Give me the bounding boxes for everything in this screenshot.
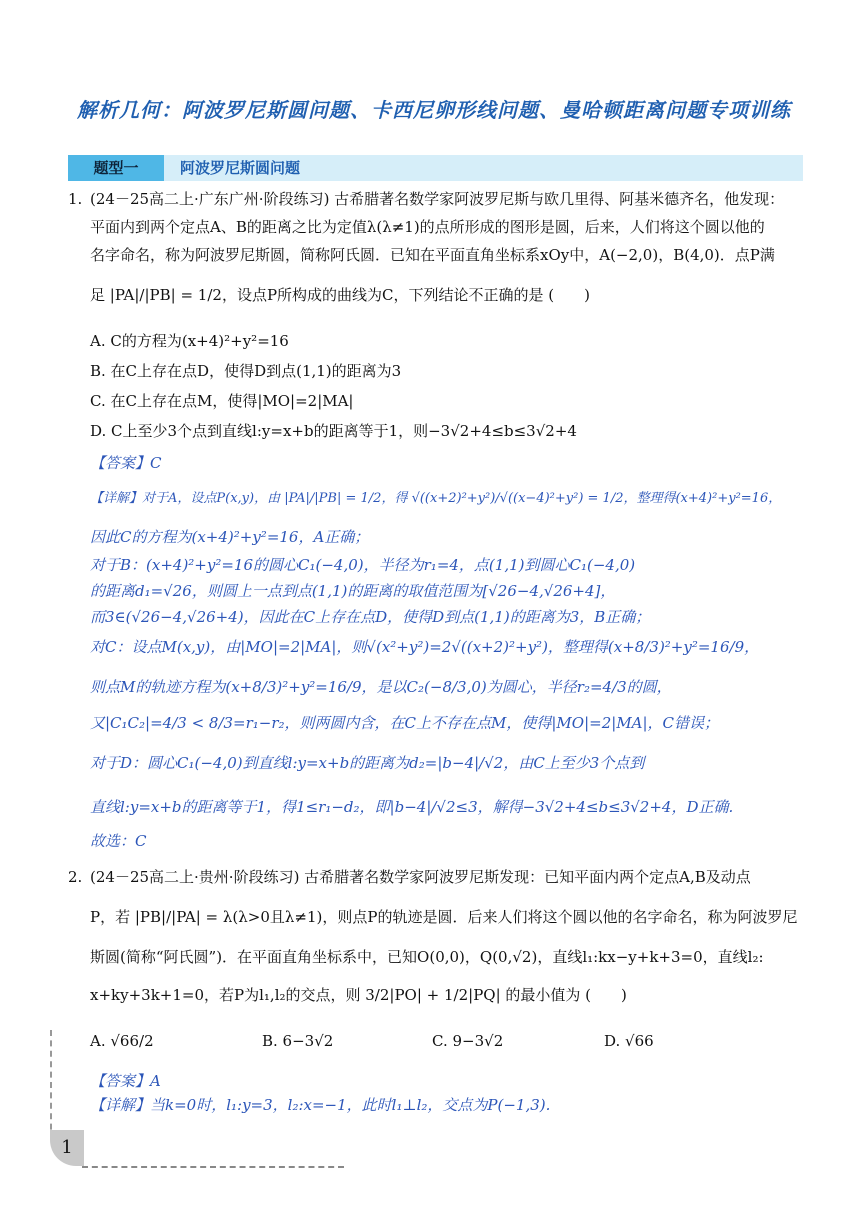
section-name: 阿波罗尼斯圆问题 <box>180 159 301 177</box>
question-1-solution-9: 对于D：圆心C₁(−4,0)到直线l:y=x+b的距离为d₂=|b−4|/√2，由C上至少3个点到 <box>90 754 645 772</box>
question-1-solution-10: 直线l:y=x+b的距离等于1，得1≤r₁−d₂，即|b−4|/√2≤3，解得−3√2+4≤b≤3√2+4，D正确. <box>90 798 734 816</box>
question-1-solution-5: 而3∈(√26−4,√26+4)，因此在C上存在点D，使得D到点(1,1)的距离为3，B正确； <box>90 608 651 626</box>
question-1-line-3: 名字命名，称为阿波罗尼斯圆，简称阿氏圆．已知在平面直角坐标系xOy中，A(−2,0)，B(4,0)．点P满 <box>90 246 775 264</box>
question-1-solution-4: 的距离d₁=√26，则圆上一点到点(1,1)的距离的取值范围为[√26−4,√26+4]， <box>90 582 616 600</box>
question-1-solution-8: 又|C₁C₂|=4/3 < 8/3=r₁−r₂，则两圆内含，在C上不存在点M，使得|MO|=2|MA|，C错误； <box>90 714 720 732</box>
question-2-option-c: C. 9−3√2 <box>432 1032 504 1050</box>
question-1-solution-3: 对于B：(x+4)²+y²=16的圆心C₁(−4,0)，半径为r₁=4，点(1,1)到圆心C₁(−4,0) <box>90 556 636 574</box>
question-1-answer: 【答案】C <box>90 454 162 472</box>
question-2-line-2: P，若 |PB|/|PA| = λ(λ>0且λ≠1)，则点P的轨迹是圆．后来人们将这个圆以他的名字命名，称为阿波罗尼 <box>90 908 798 926</box>
page-number: 1 <box>50 1130 84 1166</box>
question-2-line-4: x+ky+3k+1=0，若P为l₁,l₂的交点，则 3/2|PO| + 1/2|PQ| 的最小值为 ( ) <box>90 986 627 1004</box>
question-1-option-c: C. 在C上存在点M，使得|MO|=2|MA| <box>90 392 354 410</box>
section-header <box>68 155 803 181</box>
question-2-option-d: D. √66 <box>604 1032 654 1050</box>
question-1-line-4: 足 |PA|/|PB| = 1/2，设点P所构成的曲线为C，下列结论不正确的是 ( ) <box>90 286 590 304</box>
question-2-option-b: B. 6−3√2 <box>262 1032 334 1050</box>
question-1-option-d: D. C上至少3个点到直线l:y=x+b的距离等于1，则−3√2+4≤b≤3√2+4 <box>90 422 577 440</box>
question-1-solution-7: 则点M的轨迹方程为(x+8/3)²+y²=16/9，是以C₂(−8/3,0)为圆心，半径r₂=4/3的圆， <box>90 678 672 696</box>
question-2-answer: 【答案】A <box>90 1072 161 1090</box>
footer-dashed-line <box>82 1166 344 1168</box>
question-2-solution-1: 【详解】当k=0时，l₁:y=3，l₂:x=−1，此时l₁⊥l₂，交点为P(−1,3). <box>90 1096 551 1114</box>
question-2-number: 2. <box>68 868 83 886</box>
question-1-solution-1: 【详解】对于A，设点P(x,y)，由 |PA|/|PB| = 1/2，得 √((x+2)²+y²)/√((x−4)²+y²) = 1/2，整理得(x+4)²+y²=16， <box>90 491 782 506</box>
question-1-option-a: A. C的方程为(x+4)²+y²=16 <box>90 332 289 350</box>
question-1-line-2: 平面内到两个定点A、B的距离之比为定值λ(λ≠1)的点所形成的图形是圆，后来，人们将这个圆以他的 <box>90 218 765 236</box>
question-1-number: 1. <box>68 190 83 208</box>
section-tag: 题型一 <box>68 155 164 181</box>
document-title: 解析几何：阿波罗尼斯圆问题、卡西尼卵形线问题、曼哈顿距离问题专项训练 <box>77 98 791 122</box>
question-2-option-a: A. √66/2 <box>90 1032 154 1050</box>
question-2-line-1: (24－25高二上·贵州·阶段练习) 古希腊著名数学家阿波罗尼斯发现：已知平面内两个定点A,B及动点 <box>90 868 751 886</box>
page-margin-dashed-line <box>50 1030 52 1140</box>
question-1-option-b: B. 在C上存在点D，使得D到点(1,1)的距离为3 <box>90 362 402 380</box>
question-1-solution-6: 对C：设点M(x,y)，由|MO|=2|MA|，则√(x²+y²)=2√((x+2)²+y²)，整理得(x+8/3)²+y²=16/9， <box>90 638 760 656</box>
question-1-line-1: (24－25高二上·广东广州·阶段练习) 古希腊著名数学家阿波罗尼斯与欧几里得、阿基米德齐名，他发现： <box>90 190 785 208</box>
question-2-line-3: 斯圆(简称“阿氏圆”)．在平面直角坐标系中，已知O(0,0)，Q(0,√2)，直线l₁:kx−y+k+3=0，直线l₂: <box>90 948 764 966</box>
question-1-solution-11: 故选：C <box>90 832 147 850</box>
question-1-solution-2: 因此C的方程为(x+4)²+y²=16，A正确； <box>90 528 370 546</box>
